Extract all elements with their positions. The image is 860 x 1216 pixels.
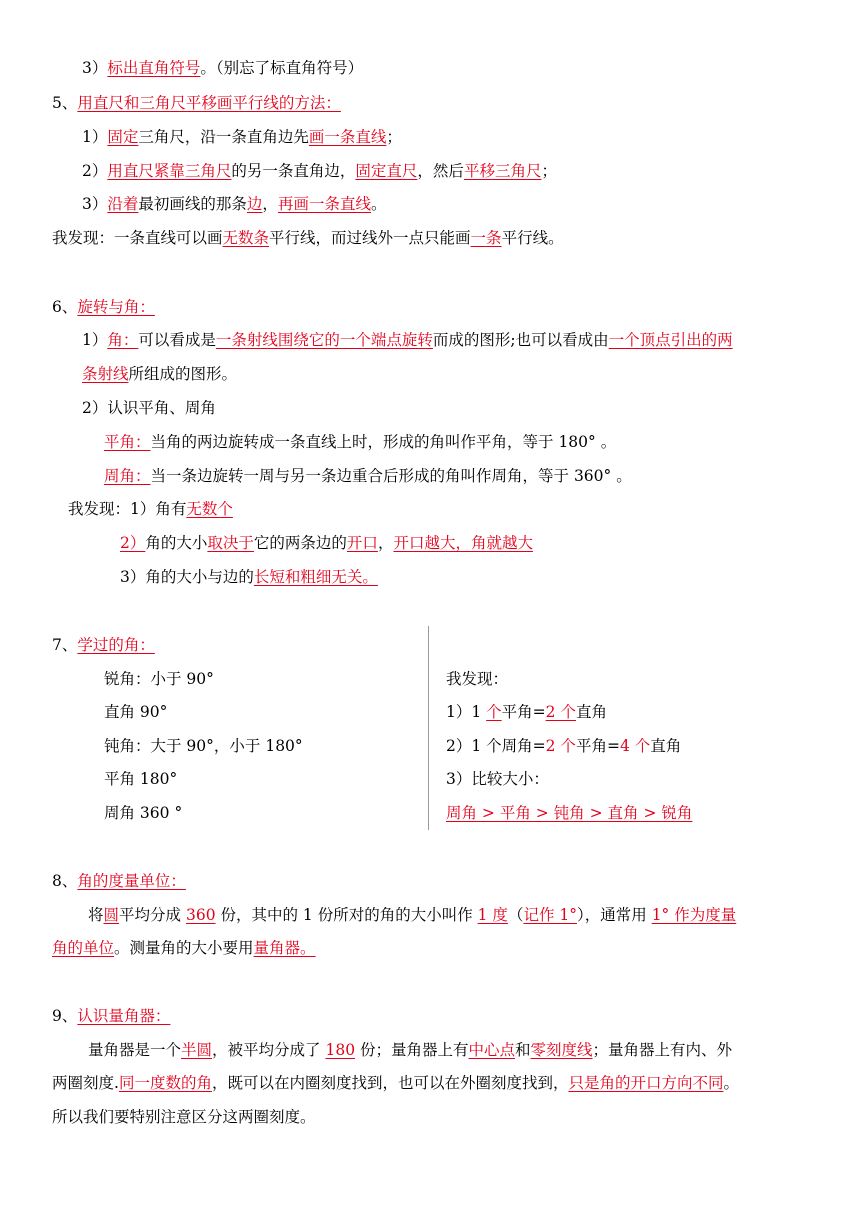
text: 所组成的图形。 bbox=[128, 365, 238, 383]
text: ； bbox=[386, 128, 402, 146]
keyword: 中心点 bbox=[468, 1041, 516, 1059]
text: 角的大小 bbox=[145, 534, 208, 552]
definition: 当一条边旋转一周与另一条边重合后形成的角叫作周角，等于 360° 。 bbox=[150, 467, 632, 485]
keyword: 记作 1° bbox=[523, 906, 577, 924]
keyword: 取决于 bbox=[207, 534, 254, 552]
s6-finding1 bbox=[68, 498, 233, 520]
keyword: 画一条直线 bbox=[308, 128, 387, 146]
text: 周角 360 ° bbox=[104, 804, 183, 822]
s5-heading bbox=[52, 92, 341, 114]
text: 我发现：一条直线可以画 bbox=[52, 229, 223, 247]
s9-heading bbox=[52, 1005, 170, 1027]
text: ，被平均分成了 bbox=[212, 1041, 326, 1059]
s5-finding bbox=[52, 227, 564, 249]
keyword: 边 bbox=[246, 195, 263, 213]
text: 量角器是一个 bbox=[88, 1041, 182, 1059]
keyword: 180 bbox=[325, 1041, 356, 1059]
s7-heading bbox=[52, 634, 155, 656]
section-number: 7、 bbox=[52, 636, 78, 654]
column-divider bbox=[428, 626, 429, 830]
step-number: 1） bbox=[82, 128, 108, 146]
keyword: 角的单位 bbox=[52, 939, 115, 957]
keyword: 无数条 bbox=[222, 229, 270, 247]
keyword: 个 bbox=[486, 703, 502, 721]
definition: 当角的两边旋转成一条直线上时，形成的角叫作平角，等于 180° 。 bbox=[150, 433, 617, 451]
text: 它的两条边的 bbox=[253, 534, 347, 552]
section-title: 用直尺和三角尺平移画平行线的方法： bbox=[77, 94, 341, 112]
step-number: 3） bbox=[82, 195, 108, 213]
angle-list-item bbox=[104, 802, 182, 824]
s5-step1 bbox=[82, 126, 402, 148]
text: 我发现：1）角有 bbox=[68, 500, 187, 518]
keyword: 开口 bbox=[346, 534, 378, 552]
keyword: 无数个 bbox=[186, 500, 233, 518]
text: 的另一条直角边， bbox=[231, 162, 356, 180]
text: 1）1 bbox=[446, 703, 487, 721]
text: 。测量角的大小要用 bbox=[114, 939, 254, 957]
keyword: 2 个 bbox=[545, 737, 576, 755]
keyword: 角： bbox=[107, 331, 139, 349]
keyword: 一条射线围绕它的一个端点旋转 bbox=[215, 331, 433, 349]
text: 平角= bbox=[575, 737, 620, 755]
text: 平均分成 bbox=[119, 906, 186, 924]
s6-round-angle bbox=[104, 465, 632, 487]
text: 可以看成是 bbox=[138, 331, 216, 349]
keyword: 1° 作为度量 bbox=[651, 906, 737, 924]
keyword: 开口越大，角就越大 bbox=[393, 534, 533, 552]
angle-list-item bbox=[104, 768, 177, 790]
step-number: 2） bbox=[120, 534, 146, 552]
s6-item1 bbox=[82, 329, 733, 351]
section-title: 旋转与角： bbox=[77, 298, 155, 316]
keyword: 再画一条直线 bbox=[277, 195, 371, 213]
keyword: 沿着 bbox=[107, 195, 139, 213]
text: 直角 bbox=[575, 703, 607, 721]
keyword: 量角器。 bbox=[253, 939, 316, 957]
keyword: 同一度数的角 bbox=[118, 1074, 212, 1092]
s6-finding2 bbox=[120, 532, 533, 554]
keyword: 用直尺紧靠三角尺 bbox=[107, 162, 232, 180]
keyword: 360 bbox=[185, 906, 216, 924]
s8-para-line1 bbox=[88, 904, 736, 926]
keyword: 1 度 bbox=[477, 906, 508, 924]
s5-step2 bbox=[82, 160, 557, 182]
text: 而成的图形;也可以看成由 bbox=[432, 331, 609, 349]
keyword: 半圆 bbox=[181, 1041, 213, 1059]
keyword: 2 个 bbox=[545, 703, 576, 721]
text: 三角尺，沿一条直角边先 bbox=[138, 128, 309, 146]
s8-heading bbox=[52, 870, 186, 892]
text: 和 bbox=[515, 1041, 531, 1059]
keyword: 圆 bbox=[103, 906, 120, 924]
text: 份；量角器上有 bbox=[355, 1041, 469, 1059]
text: 。 bbox=[370, 195, 387, 213]
s7-comparison bbox=[446, 802, 692, 824]
angle-list-item bbox=[104, 735, 303, 757]
text: 将 bbox=[88, 906, 104, 924]
text: 钝角：大于 90°，小于 180° bbox=[104, 737, 303, 755]
text: ），通常用 bbox=[577, 906, 652, 924]
s7-finding3 bbox=[446, 768, 549, 790]
text: 。（别忘了标直角符号） bbox=[200, 59, 364, 77]
section-title: 学过的角： bbox=[77, 636, 155, 654]
text: 份，其中的 1 份所对的角的大小叫作 bbox=[215, 906, 478, 924]
s8-para-line2 bbox=[52, 937, 316, 959]
text: 两圈刻度. bbox=[52, 1074, 119, 1092]
section-number: 6、 bbox=[52, 298, 78, 316]
term: 周角： bbox=[104, 467, 151, 485]
section-title: 认识量角器： bbox=[77, 1007, 171, 1025]
text: 最初画线的那条 bbox=[138, 195, 247, 213]
text: 2）1 个周角= bbox=[446, 737, 546, 755]
angle-list-item bbox=[104, 701, 167, 723]
s6-heading bbox=[52, 296, 155, 318]
s5-step3 bbox=[82, 193, 386, 215]
keyword: 一条 bbox=[470, 229, 502, 247]
keyword: 固定直尺 bbox=[355, 162, 418, 180]
keyword: 4 个 bbox=[619, 737, 651, 755]
s9-para-line3 bbox=[52, 1106, 316, 1128]
text: ；量角器上有内、外 bbox=[592, 1041, 733, 1059]
text: 2）认识平角、周角 bbox=[82, 399, 216, 417]
s6-item1-cont bbox=[82, 363, 237, 385]
s6-straight-angle bbox=[104, 431, 616, 453]
term: 平角： bbox=[104, 433, 151, 451]
text: 3）角的大小与边的 bbox=[120, 568, 254, 586]
s7-finding2 bbox=[446, 735, 681, 757]
text: 平行线，而过线外一点只能画 bbox=[269, 229, 471, 247]
text: ； bbox=[541, 162, 557, 180]
s6-item2 bbox=[82, 397, 216, 419]
s6-finding3 bbox=[120, 566, 378, 588]
section-number: 9、 bbox=[52, 1007, 78, 1025]
text: ，然后 bbox=[417, 162, 464, 180]
text: 所以我们要特别注意区分这两圈刻度。 bbox=[52, 1108, 316, 1126]
text: 锐角：小于 90° bbox=[104, 670, 214, 688]
s7-finding-heading bbox=[446, 668, 508, 690]
keyword: 一个顶点引出的两 bbox=[608, 331, 733, 349]
text: 平角 180° bbox=[104, 770, 178, 788]
text: 。 bbox=[723, 1074, 739, 1092]
keyword: 长短和粗细无关。 bbox=[253, 568, 378, 586]
keyword: 只是角的开口方向不同 bbox=[568, 1074, 724, 1092]
text: （ bbox=[507, 906, 524, 924]
text: 直角 90° bbox=[104, 703, 168, 721]
keyword: 标出直角符号 bbox=[107, 59, 201, 77]
section-number: 5、 bbox=[52, 94, 78, 112]
keyword: 周角 > 平角 > 钝角 > 直角 > 锐角 bbox=[446, 804, 693, 822]
text: 平角= bbox=[501, 703, 546, 721]
s9-para-line2 bbox=[52, 1072, 739, 1094]
text: ，既可以在内圈刻度找到，也可以在外圈刻度找到， bbox=[211, 1074, 569, 1092]
text: ， bbox=[262, 195, 278, 213]
step-number: 1） bbox=[82, 331, 108, 349]
text: ， bbox=[377, 534, 394, 552]
keyword: 固定 bbox=[107, 128, 139, 146]
s4-step3 bbox=[82, 57, 363, 79]
section-title: 角的度量单位： bbox=[77, 872, 186, 890]
text: 平行线。 bbox=[501, 229, 564, 247]
section-number: 8、 bbox=[52, 872, 78, 890]
s7-finding1 bbox=[446, 701, 607, 723]
keyword: 平移三角尺 bbox=[463, 162, 542, 180]
keyword: 零刻度线 bbox=[530, 1041, 593, 1059]
angle-list-item bbox=[104, 668, 214, 690]
s9-para-line1 bbox=[88, 1039, 732, 1061]
step-number: 3） bbox=[82, 59, 108, 77]
text: 直角 bbox=[650, 737, 682, 755]
step-number: 2） bbox=[82, 162, 108, 180]
text: 我发现： bbox=[446, 670, 509, 688]
text: 3）比较大小： bbox=[446, 770, 549, 788]
keyword: 条射线 bbox=[82, 365, 129, 383]
